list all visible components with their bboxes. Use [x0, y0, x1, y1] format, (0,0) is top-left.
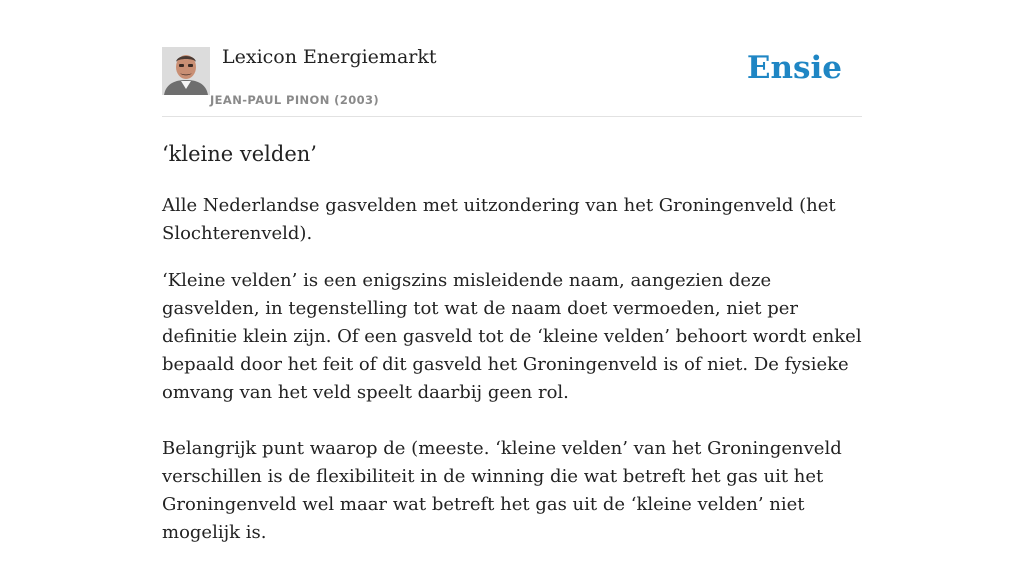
author-name[interactable]: JEAN-PAUL PINON (2003)	[210, 93, 380, 107]
entry-paragraph: Belangrijk punt waarop de (meeste. ‘kleine velden’ van het Groningenveld verschillen is de flexibiliteit in de winning die wat betreft het gas uit het Groningenveld wel maar wat betreft het gas uit de ‘kleine velden’ niet mogelijk is.	[162, 438, 842, 543]
entry-title: ‘kleine velden’	[162, 142, 317, 166]
entry-content	[162, 138, 862, 566]
ensie-logo[interactable]: Ensie	[746, 50, 842, 86]
author-avatar[interactable]	[162, 47, 210, 95]
entry-paragraph: Alle Nederlandse gasvelden met uitzondering van het Groningenveld (het Slochterenveld).	[162, 195, 836, 244]
author-portrait-icon	[162, 47, 210, 95]
header	[162, 46, 862, 117]
entry-paragraph: ‘Kleine velden’ is een enigszins misleidende naam, aangezien deze gasvelden, in tegenstelling tot wat de naam doet vermoeden, niet per definitie klein zijn. Of een gasveld tot de ‘kleine velden’ behoort wordt enkel bepaald door het feit of dit gasveld het Groningenveld is of niet. De fysieke omvang van het veld speelt daarbij geen rol.	[162, 270, 862, 403]
lexicon-title[interactable]: Lexicon Energiemarkt	[222, 46, 437, 68]
